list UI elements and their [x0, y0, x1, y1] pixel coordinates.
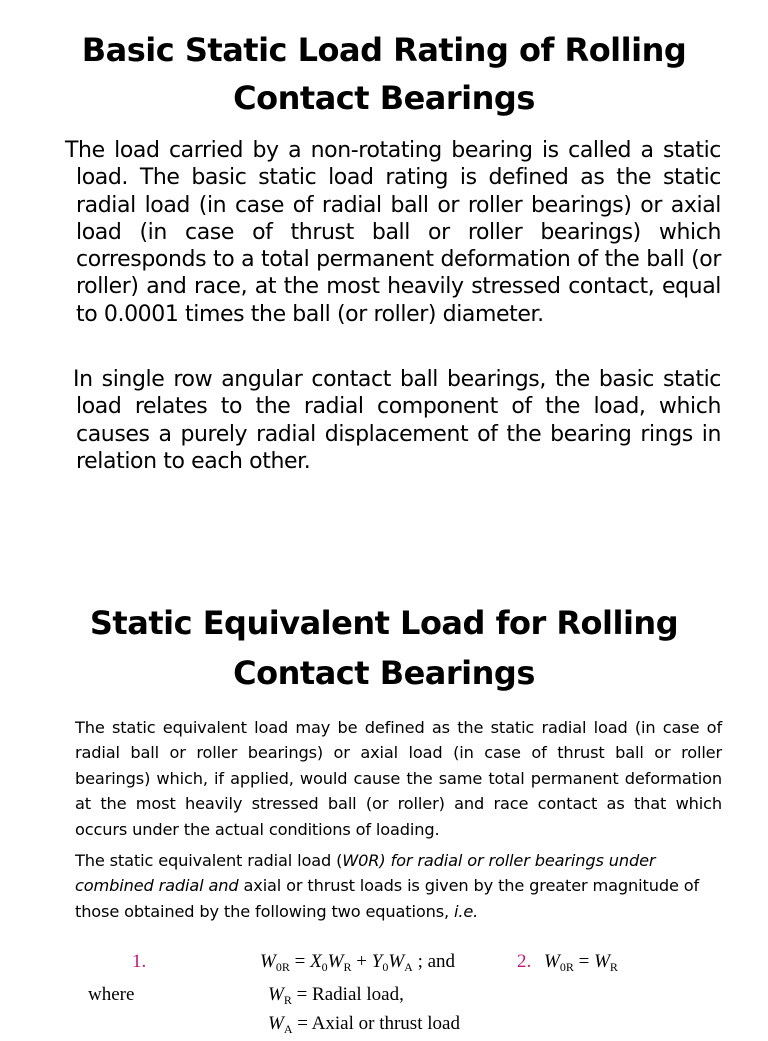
- equation-1-number: 1.: [132, 951, 147, 972]
- paragraph-italic-text: W0R) for radial or roller bearings under combined radial and: [75, 851, 656, 896]
- where-label: where: [88, 984, 135, 1005]
- subscript: A: [404, 960, 413, 974]
- body-paragraph-1: The static equivalent load may be defined as the static radial load (in case of radial ball or roller bearings) or axial load (in case of thrust ball or roller bearings) which, if applied, would cause the same total permanent deformation at the most heavily stressed ball (or roller) and race contact as that which occurs under the actual conditions of loading.: [75, 718, 722, 839]
- subscript: 0R: [559, 960, 574, 974]
- symbol-w: W: [268, 1013, 284, 1034]
- subscript: R: [343, 960, 352, 974]
- equals-sign: =: [289, 951, 311, 972]
- paragraph-italic-ie: i.e.: [454, 901, 479, 921]
- slide-title: [60, 598, 708, 698]
- subscript: R: [609, 960, 618, 974]
- title-line-2: Contact Bearings: [233, 654, 535, 692]
- body-paragraph-2: [75, 848, 722, 924]
- symbol-y: Y: [371, 951, 383, 972]
- symbol-w: W: [268, 984, 284, 1005]
- title-line-2: Contact Bearings: [233, 79, 535, 117]
- paragraph-text: axial or thrust loads is given by the greater magnitude of those obtained by the following two equations,: [75, 876, 700, 921]
- symbol-w: W: [544, 951, 560, 972]
- equation-1: [260, 950, 455, 979]
- equation-2-number: 2.: [517, 951, 532, 972]
- title-line-1: Static Equivalent Load for Rolling: [89, 604, 679, 642]
- slide-basic-static-load-rating: [0, 0, 768, 512]
- definition-text: = Radial load,: [291, 984, 404, 1005]
- subscript: 0: [321, 960, 328, 974]
- symbol-w: W: [388, 951, 405, 972]
- equals-sign: =: [573, 951, 595, 972]
- definition-text: = Axial or thrust load: [292, 1013, 460, 1034]
- symbol-w: W: [260, 951, 276, 972]
- subscript: R: [283, 993, 292, 1007]
- symbol-w: W: [327, 951, 344, 972]
- definition-axial-load: [268, 1012, 460, 1041]
- equation-2: [544, 950, 618, 979]
- body-paragraph-1: The load carried by a non-rotating bearing is called a static load. The basic static load rating is defined as the static radial load (in case of radial ball or roller bearings) or axial load (in case of thrust ball or roller bearings) which corresponds to a total permanent deformation of the ball (or roller) and race, at the most heavily stressed contact, equal to 0.0001 times the ball (or roller) diameter.: [65, 138, 721, 327]
- subscript: A: [283, 1022, 293, 1036]
- title-line-1: Basic Static Load Rating of Rolling: [81, 31, 687, 69]
- body-paragraph-2: In single row angular contact ball bearings, the basic static load relates to the radial component of the load, which causes a purely radial displacement of the bearing rings in relation to each other.: [73, 367, 721, 474]
- plus-sign: +: [351, 951, 372, 972]
- slide-static-equivalent-load: [0, 512, 768, 1036]
- symbol-x: X: [310, 951, 322, 972]
- definition-radial-load: [268, 983, 404, 1012]
- paragraph-text: The static equivalent radial load (: [75, 851, 343, 870]
- subscript: 0: [382, 960, 389, 974]
- subscript: 0R: [275, 960, 290, 974]
- equation-suffix: ; and: [412, 951, 456, 972]
- slide-title: [60, 26, 708, 122]
- symbol-w: W: [594, 951, 610, 972]
